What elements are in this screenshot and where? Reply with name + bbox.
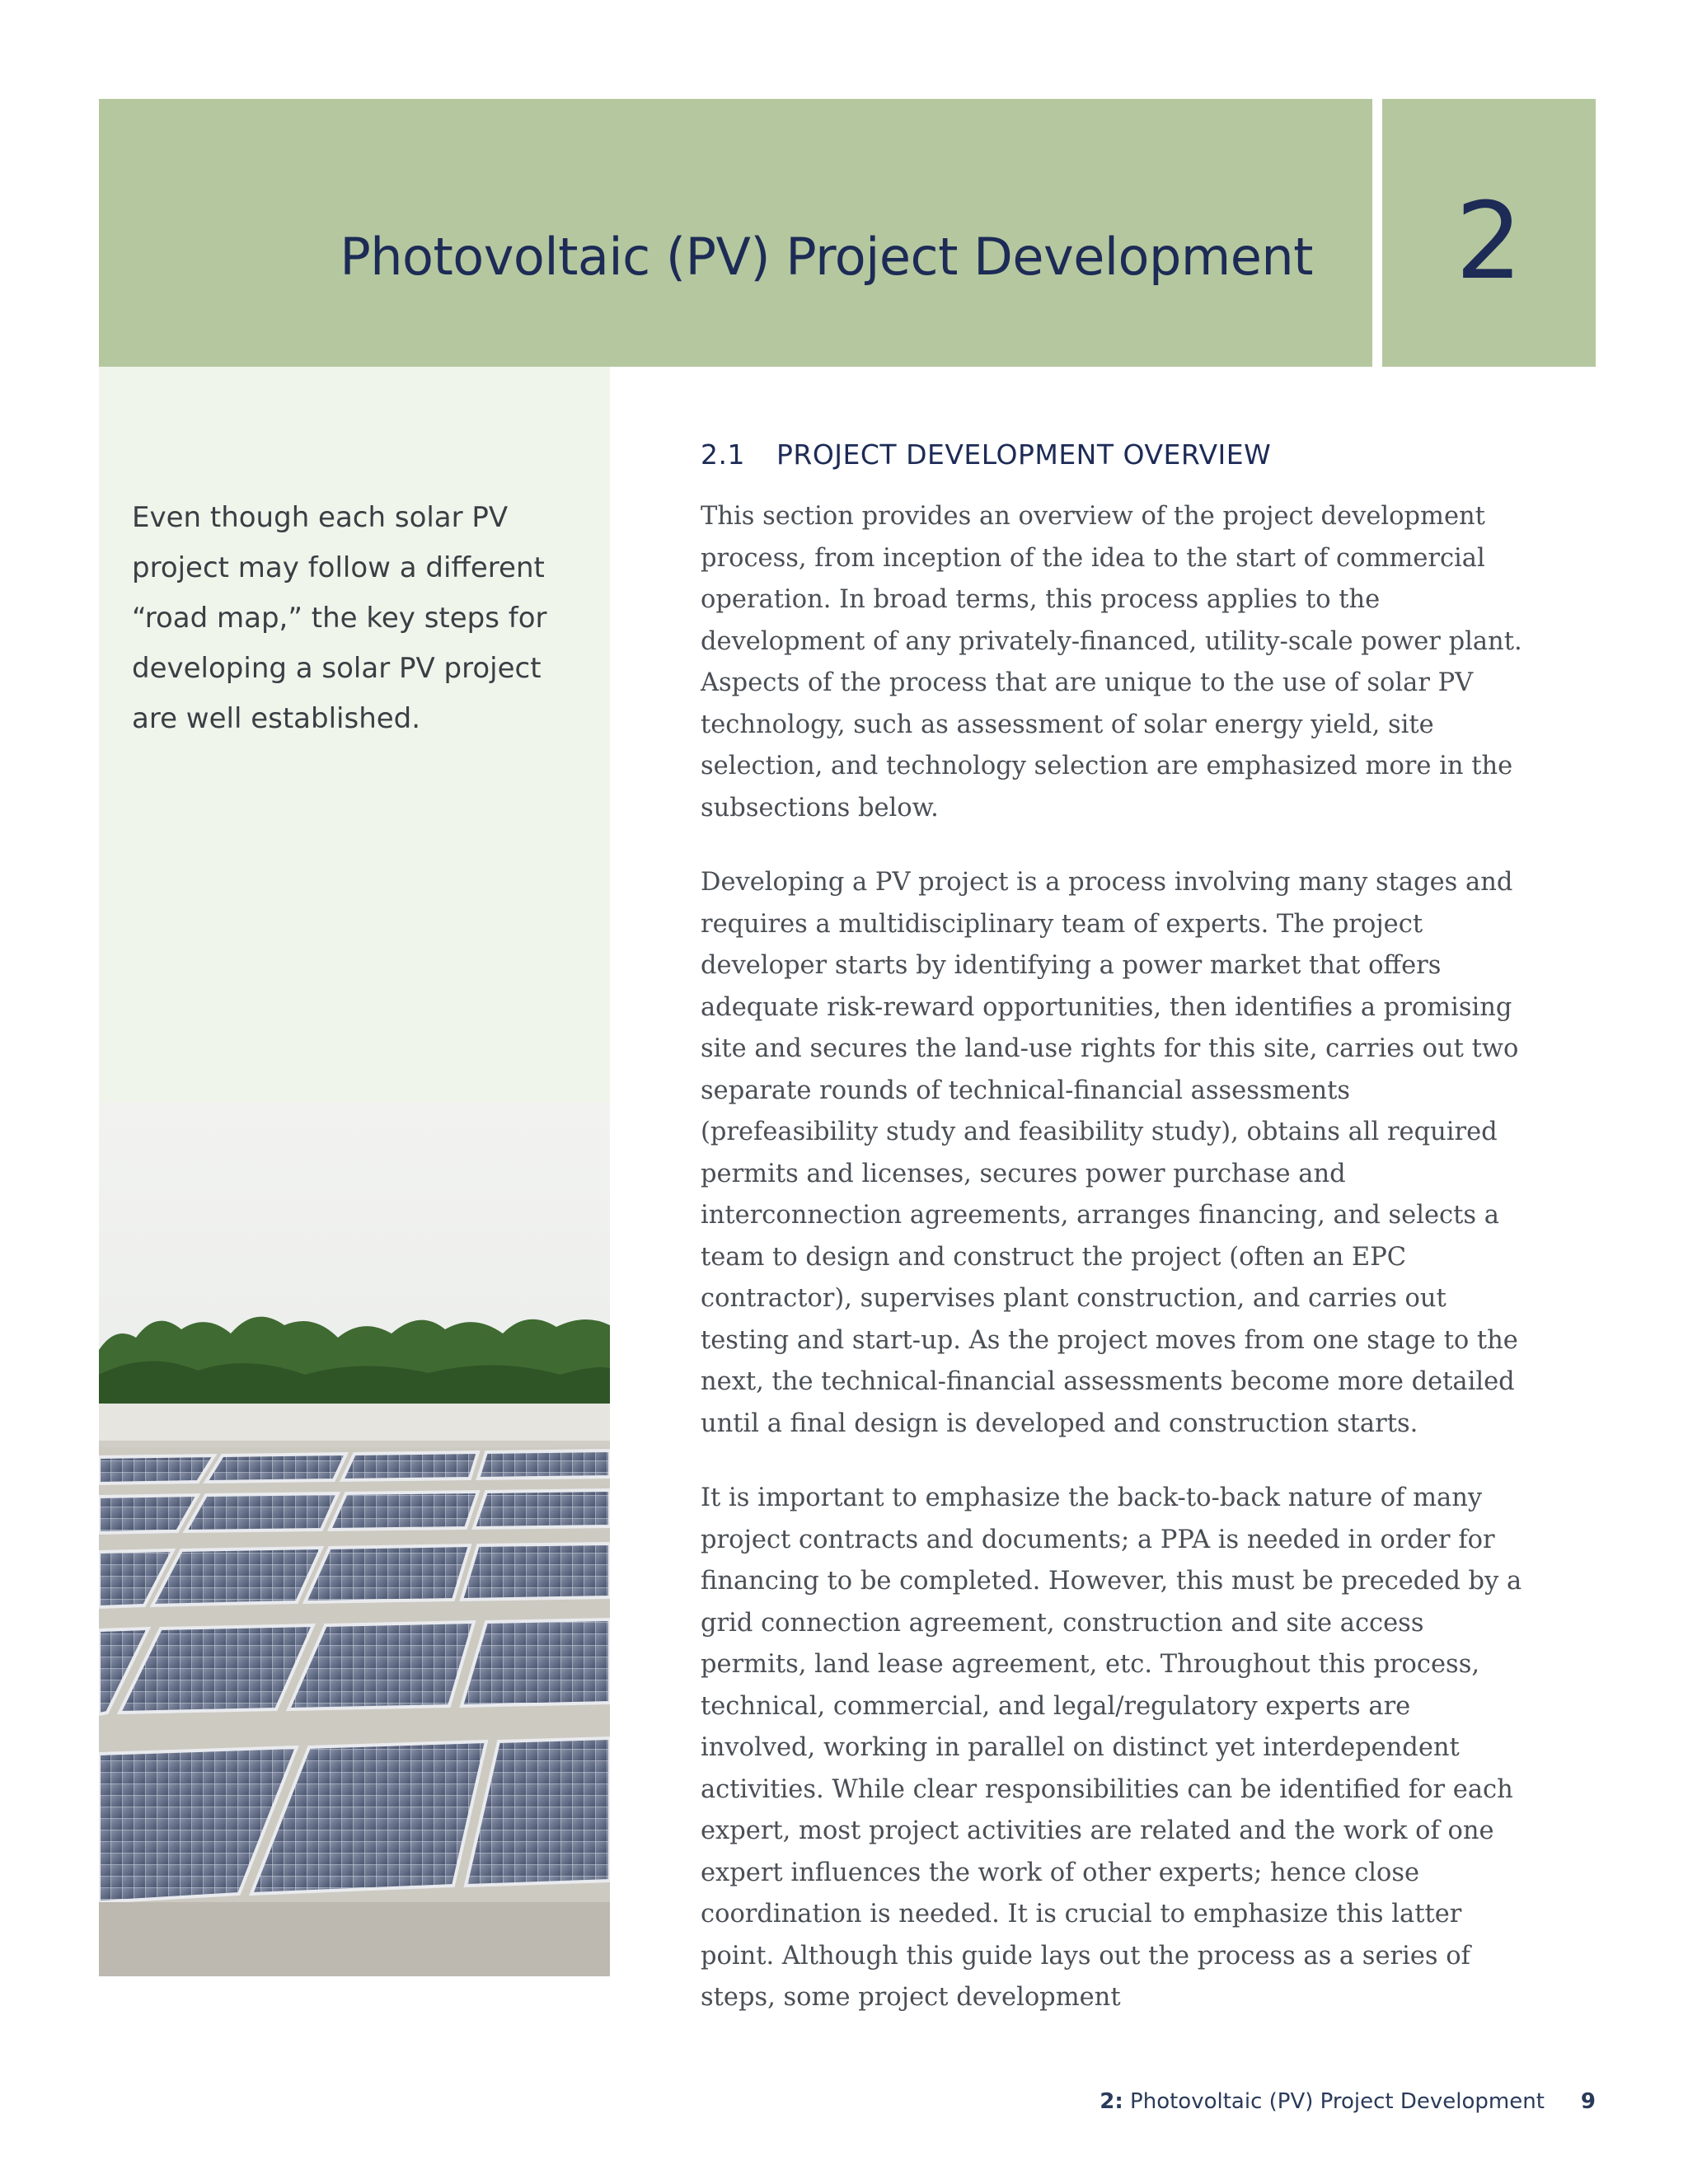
- section-heading: [701, 438, 1271, 471]
- page-number: 9: [1580, 2089, 1596, 2114]
- section-title: PROJECT DEVELOPMENT OVERVIEW: [776, 438, 1272, 471]
- page-footer: [1100, 2089, 1596, 2114]
- chapter-number: 2: [1455, 180, 1523, 303]
- body-text: [701, 496, 1525, 2052]
- body-paragraph: It is important to emphasize the back-to-back nature of many project contracts and documents; a PPA is needed in order for financing to be completed. However, this must be preceded by a grid connection agreement, construction and site access permits, land lease agreement, etc. Throughout this process, technical, commercial, and legal/regulatory experts are involved, working in parallel on distinct yet interdependent activities. While clear responsibilities can be identified for each expert, most project activities are related and the work of one expert influences the work of other experts; hence close coordination is needed. It is crucial to emphasize this latter point. Although this guide lays out the process as a series of steps, some project development: [701, 1483, 1522, 2012]
- section-number: 2.1: [701, 438, 745, 471]
- header-divider: [1372, 99, 1382, 367]
- body-paragraph: This section provides an overview of the project development process, from inception of the idea to the start of commercial operation. In broad terms, this process applies to the development of any privately-financed, utility-scale power plant. Aspects of the process that are unique to the use of solar PV technology, such as assessment of solar energy yield, site selection, and technology selection are emphasized more in the subsections below.: [701, 502, 1522, 823]
- footer-chapter-label: 2:: [1100, 2089, 1123, 2114]
- footer-chapter-title: Photovoltaic (PV) Project Development: [1130, 2089, 1545, 2114]
- chapter-title: Photovoltaic (PV) Project Development: [340, 227, 1313, 287]
- pull-quote: Even though each solar PV project may follow a different “road map,” the key steps for developing a solar PV project are well established.: [132, 501, 547, 735]
- body-paragraph: Developing a PV project is a process involving many stages and requires a multidisciplinary team of experts. The project developer starts by identifying a power market that offers adequate risk-reward opportunities, then identifies a promising site and secures the land-use rights for this site, carries out two separate rounds of technical-financial assessments (prefeasibility study and feasibility study), obtains all required permits and licenses, secures power purchase and interconnection agreements, arranges financing, and selects a team to design and construct the project (often an EPC contractor), supervises plant construction, and carries out testing and start-up. As the project moves from one stage to the next, the technical-financial assessments become more detailed until a final design is developed and construction starts.: [701, 868, 1519, 1438]
- solar-panels-photo: [99, 1103, 610, 1976]
